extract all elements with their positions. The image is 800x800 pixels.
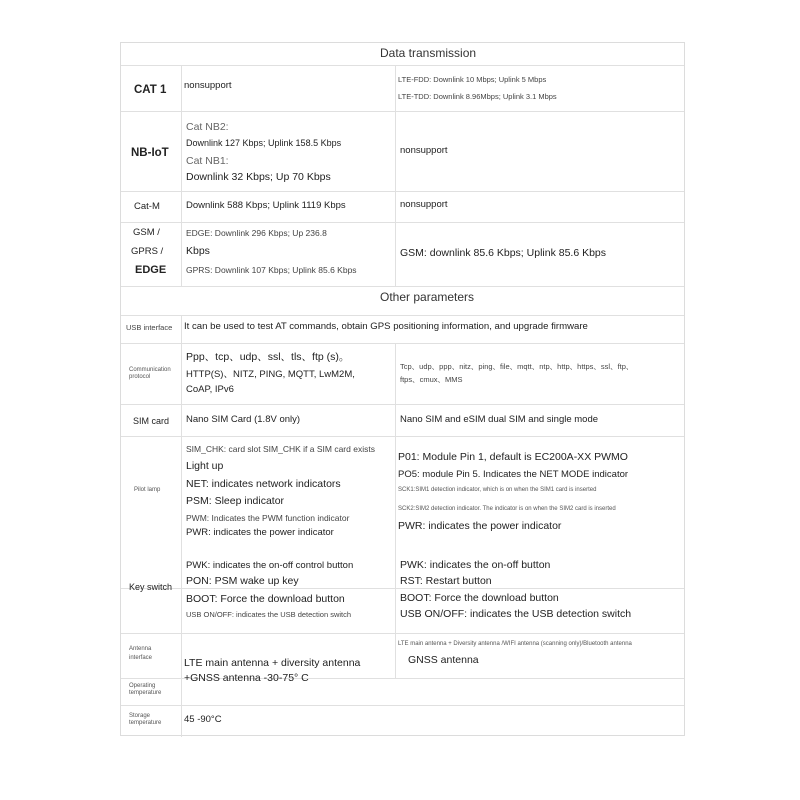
pilot-col1-item: SIM_CHK: card slot SIM_CHK if a SIM card exists: [186, 444, 375, 454]
nb2-title: Cat NB2:: [186, 121, 229, 133]
pilot-col1-item: PWM: Indicates the PWM function indicator: [186, 513, 350, 523]
protocol-col1-line3: CoAP, IPv6: [186, 384, 234, 395]
label-usb: USB interface: [126, 323, 173, 332]
keyswitch-col1-item: BOOT: Force the download button: [186, 593, 345, 605]
label-gsm-line3: EDGE: [135, 264, 167, 276]
keyswitch-col1-item: PON: PSM wake up key: [186, 575, 299, 587]
label-keyswitch: Key switch: [129, 582, 173, 592]
keyswitch-col2-item: USB ON/OFF: indicates the USB detection switch: [400, 608, 632, 620]
section-title-other-parameters: Other parameters: [380, 290, 475, 304]
label-cat1: CAT 1: [134, 84, 167, 96]
protocol-col1-line2: HTTP(S)、NITZ, PING, MQTT, LwM2M,: [186, 369, 355, 380]
antenna-col1-line2: +GNSS antenna -30-75° C: [184, 672, 309, 684]
label-gsm-line1: GSM /: [133, 227, 160, 238]
gsm-col2: GSM: downlink 85.6 Kbps; Uplink 85.6 Kbps: [400, 247, 607, 259]
pilot-col1-item: Light up: [186, 460, 224, 472]
catm-col2: nonsupport: [400, 199, 448, 210]
nb1-value: Downlink 32 Kbps; Up 70 Kbps: [186, 171, 331, 183]
cat1-col2-line2: LTE-TDD: Downlink 8.96Mbps; Uplink 3.1 Mbps: [398, 92, 557, 101]
row-divider: [121, 588, 684, 589]
col-divider: [395, 343, 396, 678]
label-catm: Cat-M: [134, 201, 160, 212]
row-divider: [121, 286, 684, 287]
cat1-col2-line1: LTE-FDD: Downlink 10 Mbps; Uplink 5 Mbps: [398, 75, 547, 84]
row-divider: [121, 222, 684, 223]
keyswitch-col2-item: BOOT: Force the download button: [400, 592, 559, 604]
label-operating-line2: temperature: [129, 690, 162, 696]
edge-line1: EDGE: Downlink 296 Kbps; Up 236.8: [186, 228, 327, 238]
section-title-data-transmission: Data transmission: [380, 46, 477, 60]
pilot-col2-item: PWR: indicates the power indicator: [398, 520, 562, 532]
edge-line2: Kbps: [186, 245, 210, 257]
protocol-col1-line1: Ppp、tcp、udp、ssl、tls、ftp (s)。: [186, 351, 350, 363]
antenna-col2-line1: LTE main antenna + Diversity antenna /WIFI antenna (scanning only)/Bluetooth antenna: [398, 641, 632, 647]
nb2-value: Downlink 127 Kbps; Uplink 158.5 Kbps: [186, 138, 342, 148]
label-pilot: Pilot lamp: [134, 487, 161, 493]
label-storage-line1: Storage: [129, 713, 151, 719]
pilot-col2-item: PO5: module Pin 5. Indicates the NET MODE indicator: [398, 469, 629, 480]
sim-col1: Nano SIM Card (1.8V only): [186, 414, 301, 425]
col-divider: [181, 315, 182, 737]
antenna-col2-line2: GNSS antenna: [408, 654, 479, 666]
col-divider: [395, 65, 396, 286]
pilot-col1-item: NET: indicates network indicators: [186, 478, 341, 490]
protocol-col2-line2: ftps、cmux、MMS: [400, 375, 463, 384]
label-operating-line1: Operating: [129, 683, 156, 689]
keyswitch-col2-item: RST: Restart button: [400, 575, 492, 587]
sim-col2: Nano SIM and eSIM dual SIM and single mode: [400, 414, 599, 425]
label-sim: SIM card: [133, 416, 170, 426]
cat1-col1: nonsupport: [184, 80, 232, 91]
nbiot-col2: nonsupport: [400, 145, 448, 156]
col-divider: [181, 65, 182, 286]
pilot-col1-item: PWR: indicates the power indicator: [186, 527, 334, 538]
nb1-title: Cat NB1:: [186, 155, 229, 167]
keyswitch-col2-item: PWK: indicates the on-off button: [400, 559, 551, 571]
row-divider: [121, 111, 684, 112]
pilot-col1-item: PSM: Sleep indicator: [186, 495, 285, 507]
storage-value: 45 -90°C: [184, 714, 222, 725]
label-storage-line2: temperature: [129, 720, 162, 726]
row-divider: [121, 436, 684, 437]
row-divider: [121, 705, 684, 706]
pilot-col2-item: SCK1:SIM1 detection indicator, which is on when the SIM1 card is inserted: [398, 487, 597, 493]
label-nbiot: NB-IoT: [131, 147, 169, 159]
row-divider: [121, 65, 684, 66]
antenna-col1-line1: LTE main antenna + diversity antenna: [184, 657, 361, 669]
label-antenna-line2: interface: [129, 655, 153, 661]
row-divider: [121, 315, 684, 316]
gprs-line: GPRS: Downlink 107 Kbps; Uplink 85.6 Kbps: [186, 265, 357, 275]
keyswitch-col1-item: USB ON/OFF: indicates the USB detection switch: [186, 610, 352, 619]
pilot-col2-item: SCK2:SIM2 detection indicator. The indicator is on when the SIM2 card is inserted: [398, 506, 616, 512]
row-divider: [121, 191, 684, 192]
row-divider: [121, 343, 684, 344]
protocol-col2-line1: Tcp、udp、ppp、nitz、ping、file、mqtt、ntp、http、https、ssl、ftp、: [400, 362, 634, 371]
catm-col1: Downlink 588 Kbps; Uplink 1119 Kbps: [186, 200, 346, 211]
label-protocol-line1: Communication: [129, 367, 171, 373]
pilot-col2-item: P01: Module Pin 1, default is EC200A-XX PWMO: [398, 451, 628, 463]
row-divider: [121, 404, 684, 405]
label-protocol-line2: protocol: [129, 374, 151, 380]
usb-value: It can be used to test AT commands, obtain GPS positioning information, and upgrade firmware: [184, 321, 588, 332]
label-gsm-line2: GPRS /: [131, 246, 164, 257]
label-antenna-line1: Antenna: [129, 646, 152, 652]
keyswitch-col1-item: PWK: indicates the on-off control button: [186, 560, 354, 571]
row-divider: [121, 633, 684, 634]
